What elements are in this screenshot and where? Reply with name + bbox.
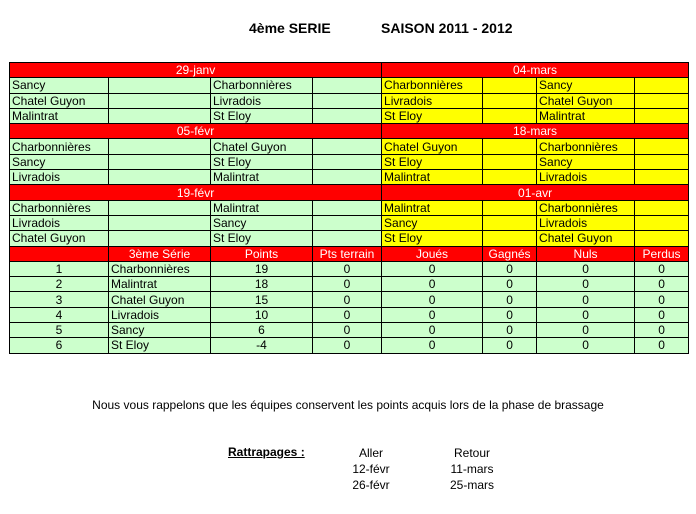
rattrapages-retour: [432, 445, 512, 493]
standings-team: St Eloy: [109, 338, 211, 353]
standings-joues: 0: [382, 261, 483, 276]
rattrapages-aller: [331, 445, 411, 493]
home-team: Charbonnières: [10, 139, 109, 154]
serie-title: 4ème SERIE: [249, 20, 331, 36]
away-team: St Eloy: [211, 231, 313, 246]
away-score: [635, 200, 689, 215]
away-team: Charbonnières: [537, 200, 635, 215]
standings-gagnes: 0: [483, 261, 537, 276]
standings-column-header: 3ème Série: [109, 246, 211, 261]
home-team: St Eloy: [382, 231, 483, 246]
home-team: Malintrat: [382, 170, 483, 185]
standings-team: Chatel Guyon: [109, 292, 211, 307]
away-score: [313, 108, 382, 123]
standings-column-header: Perdus: [635, 246, 689, 261]
standings-pts-terrain: 0: [313, 292, 382, 307]
away-team: Sancy: [537, 154, 635, 169]
standings-points: 18: [211, 277, 313, 292]
standings-rank: 5: [10, 323, 109, 338]
home-team: Sancy: [10, 78, 109, 93]
standings-row: [10, 338, 689, 353]
home-score: [109, 108, 211, 123]
standings-row: [10, 277, 689, 292]
standings-gagnes: 0: [483, 277, 537, 292]
away-score: [635, 93, 689, 108]
away-score: [313, 231, 382, 246]
standings-row: [10, 261, 689, 276]
away-score: [635, 154, 689, 169]
home-score: [483, 215, 537, 230]
home-team: St Eloy: [382, 154, 483, 169]
away-team: Chatel Guyon: [537, 93, 635, 108]
away-score: [313, 200, 382, 215]
standings-pts-terrain: 0: [313, 277, 382, 292]
standings-perdus: 0: [635, 292, 689, 307]
home-score: [483, 93, 537, 108]
standings-joues: 0: [382, 277, 483, 292]
standings-perdus: 0: [635, 261, 689, 276]
standings-perdus: 0: [635, 323, 689, 338]
standings-points: 15: [211, 292, 313, 307]
standings-column-header: Points: [211, 246, 313, 261]
standings-nuls: 0: [537, 307, 635, 322]
round-date-retour: 18-mars: [382, 124, 689, 139]
home-score: [483, 200, 537, 215]
home-score: [109, 154, 211, 169]
home-score: [109, 170, 211, 185]
standings-points: 6: [211, 323, 313, 338]
standings-rank: 6: [10, 338, 109, 353]
retour-header: Retour: [453, 446, 491, 460]
standings-points: 19: [211, 261, 313, 276]
standings-gagnes: 0: [483, 323, 537, 338]
home-team: Charbonnières: [382, 78, 483, 93]
away-score: [635, 139, 689, 154]
match-row: [10, 215, 689, 230]
away-team: St Eloy: [211, 108, 313, 123]
away-team: Sancy: [211, 215, 313, 230]
standings-nuls: 0: [537, 338, 635, 353]
standings-nuls: 0: [537, 261, 635, 276]
away-score: [313, 154, 382, 169]
home-team: Malintrat: [382, 200, 483, 215]
aller-date: 26-févr: [352, 478, 390, 492]
standings-perdus: 0: [635, 277, 689, 292]
standings-header-row: [10, 246, 689, 261]
away-score: [313, 93, 382, 108]
standings-rank: 4: [10, 307, 109, 322]
round-date-aller: 29-janv: [10, 63, 382, 78]
standings-points: 10: [211, 307, 313, 322]
standings-column-header: Pts terrain: [313, 246, 382, 261]
away-score: [635, 78, 689, 93]
away-team: Livradois: [211, 93, 313, 108]
standings-row: [10, 307, 689, 322]
standings-row: [10, 323, 689, 338]
match-row: [10, 108, 689, 123]
standings-gagnes: 0: [483, 292, 537, 307]
standings-nuls: 0: [537, 292, 635, 307]
standings-rank: 3: [10, 292, 109, 307]
away-team: Charbonnières: [211, 78, 313, 93]
away-score: [313, 215, 382, 230]
round-header-row: [10, 185, 689, 200]
away-score: [313, 139, 382, 154]
standings-nuls: 0: [537, 277, 635, 292]
away-score: [635, 215, 689, 230]
standings-rank: 1: [10, 261, 109, 276]
standings-pts-terrain: 0: [313, 307, 382, 322]
home-team: Chatel Guyon: [10, 231, 109, 246]
standings-perdus: 0: [635, 338, 689, 353]
away-team: Chatel Guyon: [211, 139, 313, 154]
standings-team: Charbonnières: [109, 261, 211, 276]
match-row: [10, 93, 689, 108]
standings-pts-terrain: 0: [313, 323, 382, 338]
home-team: Livradois: [382, 93, 483, 108]
round-date-aller: 19-févr: [10, 185, 382, 200]
retour-date: 11-mars: [450, 462, 494, 476]
brassage-note: Nous vous rappelons que les équipes conservent les points acquis lors de la phase de brassage: [92, 398, 604, 412]
home-team: St Eloy: [382, 108, 483, 123]
match-row: [10, 139, 689, 154]
standings-team: Livradois: [109, 307, 211, 322]
home-team: Livradois: [10, 170, 109, 185]
standings-nuls: 0: [537, 323, 635, 338]
match-row: [10, 200, 689, 215]
away-team: Chatel Guyon: [537, 231, 635, 246]
away-team: Charbonnières: [537, 139, 635, 154]
match-row: [10, 231, 689, 246]
round-date-retour: 01-avr: [382, 185, 689, 200]
aller-header: Aller: [358, 446, 383, 460]
match-row: [10, 78, 689, 93]
home-team: Charbonnières: [10, 200, 109, 215]
away-score: [635, 170, 689, 185]
standings-column-header: Joués: [382, 246, 483, 261]
away-score: [635, 108, 689, 123]
home-score: [109, 78, 211, 93]
away-score: [313, 170, 382, 185]
standings-points: -4: [211, 338, 313, 353]
standings-pts-terrain: 0: [313, 261, 382, 276]
home-score: [109, 200, 211, 215]
standings-gagnes: 0: [483, 307, 537, 322]
standings-joues: 0: [382, 323, 483, 338]
aller-date: 12-févr: [352, 462, 390, 476]
standings-joues: 0: [382, 307, 483, 322]
away-team: Malintrat: [211, 200, 313, 215]
away-team: Malintrat: [537, 108, 635, 123]
home-team: Sancy: [382, 215, 483, 230]
match-row: [10, 170, 689, 185]
away-score: [313, 78, 382, 93]
match-row: [10, 154, 689, 169]
standings-row: [10, 292, 689, 307]
away-team: Malintrat: [211, 170, 313, 185]
standings-column-header: Nuls: [537, 246, 635, 261]
standings-rank: 2: [10, 277, 109, 292]
round-header-row: [10, 63, 689, 78]
home-score: [483, 231, 537, 246]
home-team: Chatel Guyon: [382, 139, 483, 154]
standings-column-header: Gagnés: [483, 246, 537, 261]
home-score: [109, 93, 211, 108]
round-header-row: [10, 124, 689, 139]
home-score: [483, 78, 537, 93]
standings-team: Malintrat: [109, 277, 211, 292]
home-score: [109, 215, 211, 230]
home-score: [483, 154, 537, 169]
home-team: Malintrat: [10, 108, 109, 123]
schedule-table: [9, 62, 689, 354]
away-team: Livradois: [537, 170, 635, 185]
home-team: Sancy: [10, 154, 109, 169]
round-date-retour: 04-mars: [382, 63, 689, 78]
standings-rank-header: [10, 246, 109, 261]
home-score: [483, 170, 537, 185]
standings-gagnes: 0: [483, 338, 537, 353]
retour-date: 25-mars: [449, 478, 494, 492]
standings-joues: 0: [382, 292, 483, 307]
away-team: Livradois: [537, 215, 635, 230]
standings-team: Sancy: [109, 323, 211, 338]
home-score: [109, 139, 211, 154]
round-date-aller: 05-févr: [10, 124, 382, 139]
home-score: [483, 139, 537, 154]
standings-pts-terrain: 0: [313, 338, 382, 353]
rattrapages-label: Rattrapages :: [228, 445, 305, 459]
away-team: Sancy: [537, 78, 635, 93]
saison-title: SAISON 2011 - 2012: [381, 20, 513, 36]
home-score: [109, 231, 211, 246]
away-team: St Eloy: [211, 154, 313, 169]
away-score: [635, 231, 689, 246]
page-title: [0, 20, 696, 40]
home-team: Livradois: [10, 215, 109, 230]
standings-perdus: 0: [635, 307, 689, 322]
home-team: Chatel Guyon: [10, 93, 109, 108]
home-score: [483, 108, 537, 123]
standings-joues: 0: [382, 338, 483, 353]
